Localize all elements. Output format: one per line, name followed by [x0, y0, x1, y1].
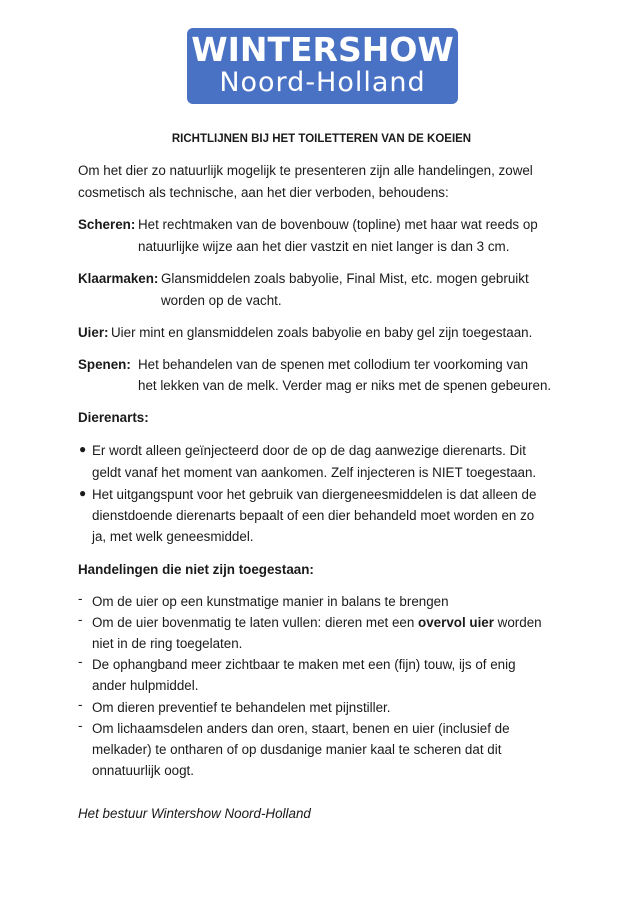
dash-marker: - — [78, 591, 83, 606]
dierenarts-item-2-line-2: dienstdoende dierenarts bepaalt of een dier behandeld moet worden en zo — [92, 508, 535, 523]
scheren-line-1: Het rechtmaken van de bovenbouw (topline) met haar wat reeds op — [138, 217, 538, 232]
bullet-icon: ● — [79, 442, 87, 456]
klaarmaken-line-1: Glansmiddelen zoals babyolie, Final Mist, etc. mogen gebruikt — [161, 271, 529, 286]
dierenarts-item-2-line-3: ja, met welk geneesmiddel. — [92, 529, 254, 544]
klaarmaken-line-2: worden op de vacht. — [161, 293, 282, 308]
intro-line-2: cosmetisch als technische, aan het dier verboden, behoudens: — [78, 185, 449, 200]
handelingen-item-3-line-2: ander hulpmiddel. — [92, 678, 199, 693]
uier-rule — [78, 322, 533, 344]
dierenarts-heading: Dierenarts: — [78, 410, 149, 425]
overvol-uier-emphasis: overvol uier — [418, 615, 494, 630]
handelingen-heading: Handelingen die niet zijn toegestaan: — [78, 562, 314, 577]
dierenarts-item-1-line-2: geldt vanaf het moment van aankomen. Zelf injecteren is NIET toegestaan. — [92, 465, 537, 480]
spenen-label: Spenen: — [78, 357, 131, 372]
uier-line-1: Uier mint en glansmiddelen zoals babyolie en baby gel zijn toegestaan. — [111, 325, 533, 340]
klaarmaken-label: Klaarmaken: — [78, 271, 159, 286]
uier-label: Uier: — [78, 325, 109, 340]
handelingen-item-2-post: worden — [493, 615, 542, 630]
signature: Het bestuur Wintershow Noord-Holland — [78, 806, 311, 821]
wintershow-logo — [187, 28, 458, 104]
spenen-line-1: Het behandelen van de spenen met collodium ter voorkoming van — [138, 357, 529, 372]
handelingen-item-2-line-1 — [92, 612, 542, 634]
handelingen-item-2-pre: Om de uier bovenmatig te laten vullen: dieren met een — [92, 615, 419, 630]
scheren-label: Scheren: — [78, 217, 136, 232]
handelingen-item-5-line-3: onnatuurlijk oogt. — [92, 763, 194, 778]
spenen-line-2: het lekken van de melk. Verder mag er niks met de spenen gebeuren. — [138, 378, 552, 393]
dash-marker: - — [78, 697, 83, 712]
scheren-line-2: natuurlijke wijze aan het dier vastzit en niet langer is dan 3 cm. — [138, 239, 510, 254]
dierenarts-item-1-line-1: Er wordt alleen geïnjecteerd door de op de dag aanwezige dierenarts. Dit — [92, 443, 526, 458]
dash-marker: - — [78, 654, 83, 669]
handelingen-item-5-line-2: melkader) te ontharen of op dusdanige manier kaal te scheren dat dit — [92, 742, 502, 757]
dash-marker: - — [78, 612, 83, 627]
logo-line-2: Noord-Holland — [219, 67, 426, 98]
dierenarts-item-2-line-1: Het uitgangspunt voor het gebruik van diergeneesmiddelen is dat alleen de — [92, 487, 537, 502]
document-title: RICHTLIJNEN BIJ HET TOILETTEREN VAN DE KOEIEN — [171, 133, 472, 145]
handelingen-item-3-line-1: De ophangband meer zichtbaar te maken met een (fijn) touw, ijs of enig — [92, 657, 516, 672]
klaarmaken-rule — [78, 268, 529, 290]
spenen-rule — [78, 354, 529, 376]
handelingen-item-1-line-1: Om de uier op een kunstmatige manier in balans te brengen — [92, 594, 449, 609]
handelingen-item-4-line-1: Om dieren preventief te behandelen met pijnstiller. — [92, 700, 391, 715]
handelingen-item-5-line-1: Om lichaamsdelen anders dan oren, staart, benen en uier (inclusief de — [92, 721, 510, 736]
scheren-rule — [78, 214, 538, 236]
handelingen-item-2-line-2: niet in de ring toegelaten. — [92, 636, 243, 651]
logo-line-1: WINTERSHOW — [191, 30, 454, 69]
dash-marker: - — [78, 718, 83, 733]
intro-line-1: Om het dier zo natuurlijk mogelijk te presenteren zijn alle handelingen, zowel — [78, 163, 533, 178]
bullet-icon: ● — [79, 486, 87, 500]
